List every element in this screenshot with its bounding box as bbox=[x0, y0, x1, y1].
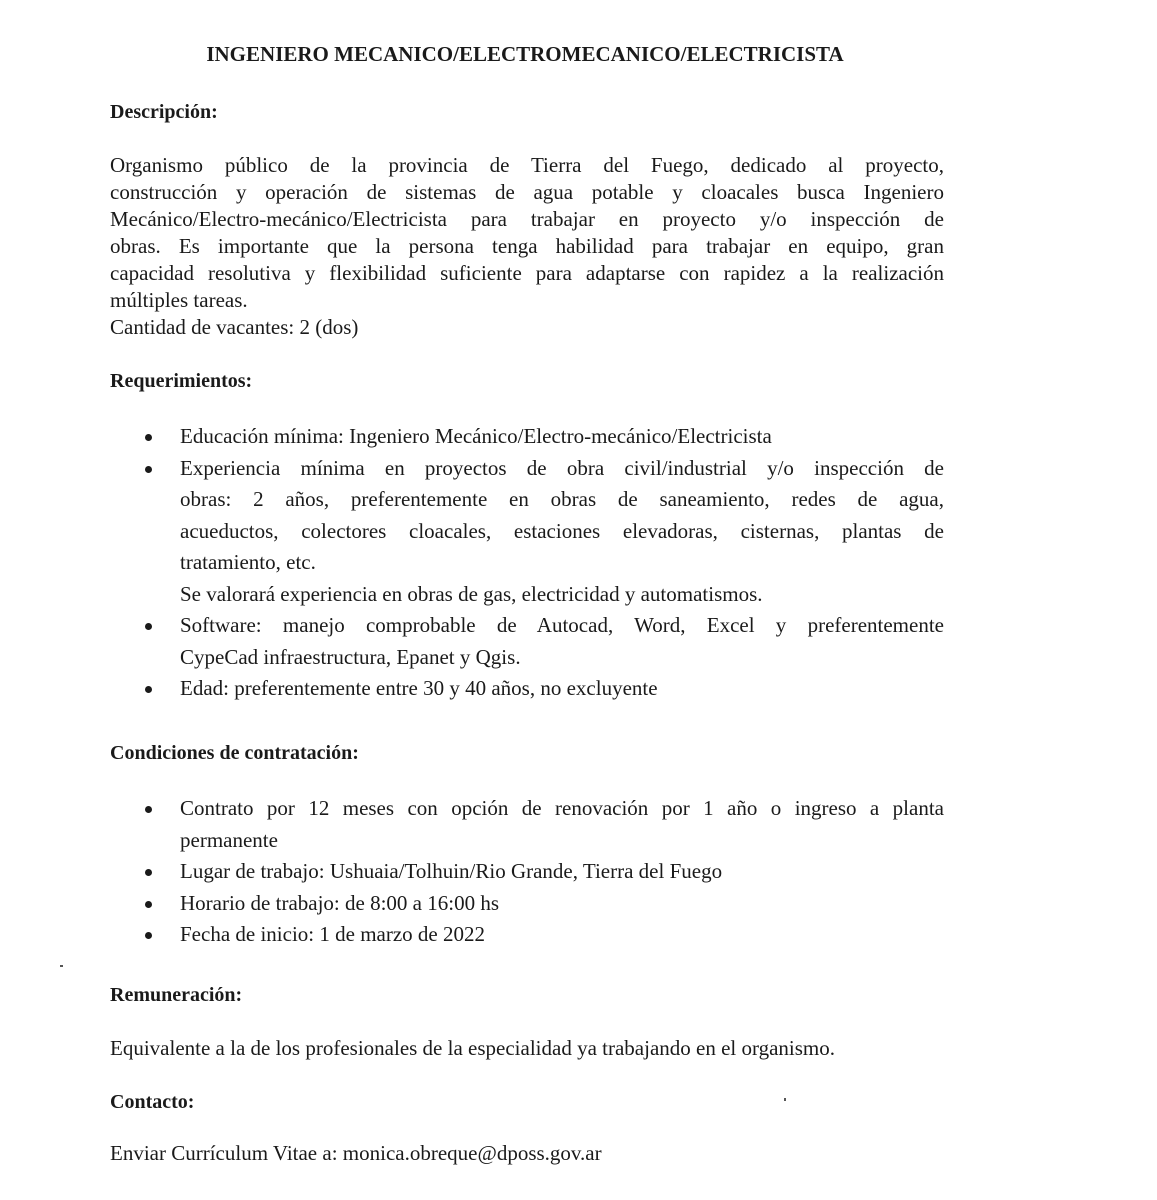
list-item-line: permanente bbox=[180, 827, 278, 852]
list-item-line: Lugar de trabajo: Ushuaia/Tolhuin/Rio Grande, Tierra del Fuego bbox=[180, 859, 723, 883]
bullet-icon bbox=[145, 869, 152, 876]
list-item bbox=[110, 453, 944, 611]
list-item-line: Fecha de inicio: 1 de marzo de 2022 bbox=[180, 922, 485, 946]
list-item-line: tratamiento, etc. bbox=[180, 550, 316, 574]
contacto-heading: Contacto: bbox=[110, 1091, 195, 1113]
descripcion-line: construcción y operación de sistemas de agua potable y cloacales busca Ingeniero bbox=[110, 180, 944, 204]
list-item-line: acueductos, colectores cloacales, estaciones elevadoras, cisternas, plantas de bbox=[180, 518, 944, 543]
list-item bbox=[110, 919, 944, 951]
bullet-icon bbox=[145, 901, 152, 908]
vacantes-text: Cantidad de vacantes: 2 (dos) bbox=[110, 315, 359, 339]
list-item bbox=[110, 888, 944, 920]
bullet-icon bbox=[145, 623, 152, 630]
requerimientos-heading: Requerimientos: bbox=[110, 370, 253, 392]
list-item-line: Software: manejo comprobable de Autocad, Word, Excel y preferentemente bbox=[180, 613, 944, 637]
requerimientos-list bbox=[110, 421, 944, 705]
list-item-line: Contrato por 12 meses con opción de renovación por 1 año o ingreso a planta bbox=[180, 796, 944, 820]
document-title: INGENIERO MECANICO/ELECTROMECANICO/ELECTRICISTA bbox=[206, 42, 844, 66]
descripcion-heading: Descripción: bbox=[110, 101, 218, 123]
list-item bbox=[110, 856, 944, 888]
list-item-line: CypeCad infraestructura, Epanet y Qgis. bbox=[180, 644, 521, 669]
descripcion-line: obras. Es importante que la persona tenga habilidad para trabajar en equipo, gran bbox=[110, 234, 944, 258]
list-item-line: Horario de trabajo: de 8:00 a 16:00 hs bbox=[180, 890, 499, 915]
descripcion-paragraph bbox=[110, 152, 944, 341]
condiciones-list bbox=[110, 793, 944, 951]
descripcion-line: capacidad resolutiva y flexibilidad suficiente para adaptarse con rapidez a la realización bbox=[110, 261, 944, 285]
bullet-icon bbox=[145, 806, 152, 813]
list-item bbox=[110, 673, 944, 705]
list-item-line: Educación mínima: Ingeniero Mecánico/Electro-mecánico/Electricista bbox=[180, 424, 772, 448]
condiciones-heading: Condiciones de contratación: bbox=[110, 742, 359, 764]
bullet-icon bbox=[145, 686, 152, 693]
bullet-icon bbox=[145, 932, 152, 939]
list-item bbox=[110, 421, 944, 453]
list-item-line: obras: 2 años, preferentemente en obras de saneamiento, redes de agua, bbox=[180, 487, 944, 511]
list-item-line: Experiencia mínima en proyectos de obra civil/industrial y/o inspección de bbox=[180, 455, 944, 480]
list-item bbox=[110, 793, 944, 856]
contacto-text: Enviar Currículum Vitae a: monica.obreque@dposs.gov.ar bbox=[110, 1141, 602, 1165]
scan-speck bbox=[60, 965, 63, 967]
bullet-icon bbox=[145, 434, 152, 441]
remuneracion-heading: Remuneración: bbox=[110, 984, 243, 1006]
descripcion-line: múltiples tareas. bbox=[110, 288, 248, 312]
list-item-line: Edad: preferentemente entre 30 y 40 años, no excluyente bbox=[180, 676, 658, 700]
list-item bbox=[110, 610, 944, 673]
bullet-icon bbox=[145, 466, 152, 473]
list-item-line: Se valorará experiencia en obras de gas, electricidad y automatismos. bbox=[180, 581, 763, 606]
remuneracion-text: Equivalente a la de los profesionales de la especialidad ya trabajando en el organismo. bbox=[110, 1036, 836, 1060]
descripcion-line: Mecánico/Electro-mecánico/Electricista para trabajar en proyecto y/o inspección de bbox=[110, 207, 944, 231]
scan-speck bbox=[784, 1098, 786, 1101]
descripcion-line: Organismo público de la provincia de Tierra del Fuego, dedicado al proyecto, bbox=[110, 153, 944, 177]
